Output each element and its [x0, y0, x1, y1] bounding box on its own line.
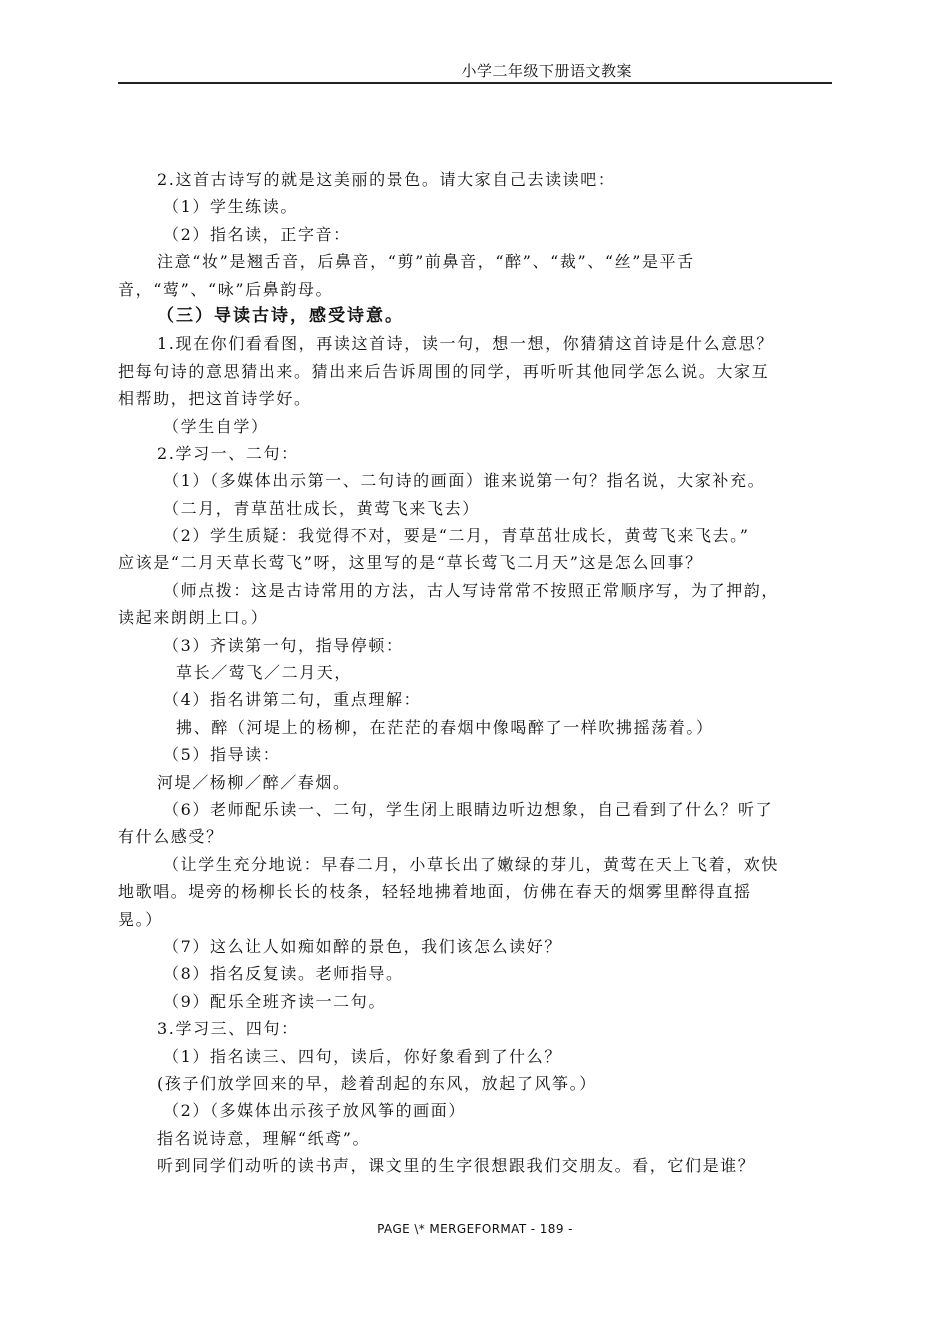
paragraph-line: 有什么感受？ — [118, 827, 224, 847]
page-footer: PAGE \* MERGEFORMAT - 189 - — [377, 1222, 573, 1236]
paragraph-line: 地歌唱。堤旁的杨柳长长的枝条，轻轻地拂着地面，仿佛在春天的烟雾里醉得直摇 — [118, 882, 752, 902]
poem-line: 河堤／杨柳／醉／春烟。 — [157, 772, 351, 792]
paragraph-line: 2.学习一、二句： — [157, 443, 299, 463]
paragraph-line: 指名说诗意，理解“纸鸢”。 — [157, 1128, 371, 1148]
header-title: 小学二年级下册语文教案 — [461, 62, 632, 80]
paragraph-line: （学生自学） — [163, 416, 269, 436]
paragraph-line: 注意“妆”是翘舌音，后鼻音，“剪”前鼻音，“醉”、“裁”、“丝”是平舌 — [157, 252, 695, 272]
document-body — [118, 166, 832, 1179]
paragraph-line: （8）指名反复读。老师指导。 — [163, 964, 404, 984]
section-heading: （三）导读古诗，感受诗意。 — [157, 305, 404, 326]
paragraph-line: （3）齐读第一句，指导停顿： — [163, 635, 404, 655]
paragraph-line: 2.这首古诗写的就是这美丽的景色。请大家自己去读读吧： — [157, 170, 616, 189]
paragraph-line: 把每句诗的意思猜出来。猜出来后告诉周围的同学，再听听其他同学怎么说。大家互 — [118, 361, 770, 381]
paragraph-line: 应该是“二月天草长莺飞”呀，这里写的是“草长莺飞二月天”这是怎么回事？ — [118, 553, 703, 573]
paragraph-line: 晃。） — [118, 909, 163, 929]
paragraph-line: 1.现在你们看看图，再读这首诗，读一句，想一想，你猜猜这首诗是什么意思？ — [157, 334, 774, 354]
paragraph-line: （1）学生练读。 — [163, 197, 298, 217]
paragraph-line: （7）这么让人如痴如醉的景色，我们该怎么读好？ — [163, 936, 562, 956]
paragraph-line: （5）指导读： — [163, 745, 281, 765]
paragraph-line: (孩子们放学回来的早，趁着刮起的东风，放起了风筝。） — [157, 1073, 597, 1093]
paragraph-line: 听到同学们动听的读书声，课文里的生字很想跟我们交朋友。看，它们是谁？ — [157, 1156, 756, 1176]
paragraph-line: 相帮助，把这首诗学好。 — [118, 389, 312, 409]
paragraph-line: （2）（多媒体出示孩子放风筝的画面） — [163, 1101, 466, 1121]
paragraph-line: （让学生充分地说：早春二月，小草长出了嫩绿的芽儿，黄莺在天上飞着，欢快 — [163, 854, 780, 874]
paragraph-line: 3.学习三、四句： — [157, 1019, 299, 1039]
paragraph-line: （2）学生质疑：我觉得不对，要是“二月，青草茁壮成长，黄莺飞来飞去。” — [163, 526, 750, 546]
page-header — [118, 58, 832, 84]
paragraph-line: （4）指名讲第二句，重点理解： — [163, 690, 422, 710]
paragraph-line: （1）（多媒体出示第一、二句诗的画面）谁来说第一句？指名说，大家补充。 — [163, 471, 766, 491]
paragraph-line: （师点拨：这是古诗常用的方法，古人写诗常常不按照正常顺序写，为了押韵， — [163, 580, 780, 600]
paragraph-line: （6）老师配乐读一、二句，学生闭上眼睛边听边想象，自己看到了什么？听了 — [163, 799, 774, 819]
paragraph-line: （9）配乐全班齐读一二句。 — [163, 991, 386, 1011]
poem-line: 草长／莺飞／二月天， — [176, 663, 353, 683]
paragraph-line: 读起来朗朗上口。） — [118, 608, 269, 628]
paragraph-line: （二月，青草茁壮成长，黄莺飞来飞去） — [163, 498, 480, 518]
paragraph-line: （2）指名读，正字音： — [163, 224, 351, 244]
paragraph-line: 拂、醉（河堤上的杨柳，在茫茫的春烟中像喝醉了一样吹拂摇荡着。） — [176, 717, 714, 737]
paragraph-line: （1）指名读三、四句，读后，你好象看到了什么？ — [163, 1046, 562, 1066]
paragraph-line: 音，“莺”、“咏”后鼻韵母。 — [118, 279, 334, 299]
